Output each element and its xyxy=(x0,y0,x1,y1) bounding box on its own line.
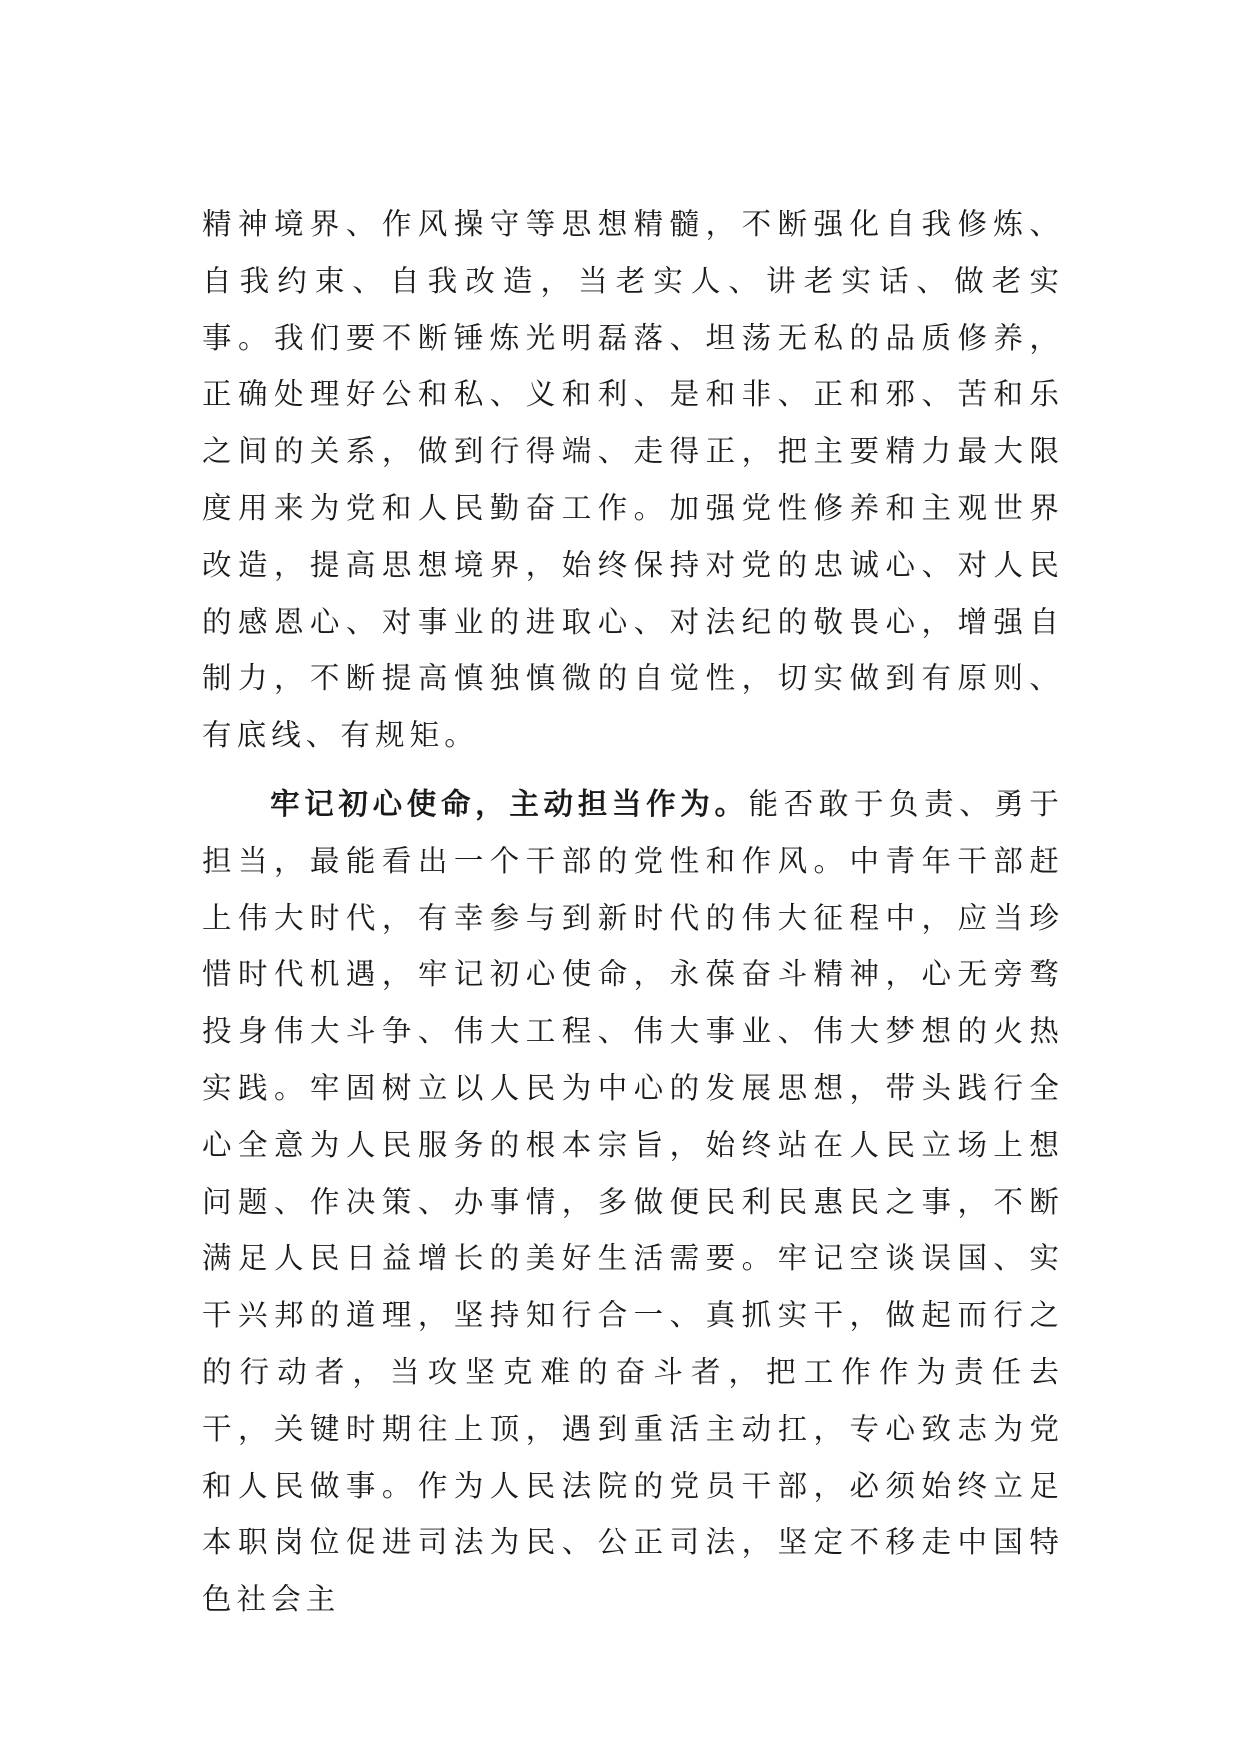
document-body xyxy=(202,196,1064,1640)
paragraph-text: 能否敢于负责、勇于担当，最能看出一个干部的党性和作风。中青年干部赶上伟大时代，有幸参与到新时代的伟大征程中，应当珍惜时代机遇，牢记初心使命，永葆奋斗精神，心无旁骛投身伟大斗争、伟大工程、伟大事业、伟大梦想的火热实践。牢固树立以人民为中心的发展思想，带头践行全心全意为人民服务的根本宗旨，始终站在人民立场上想问题、作决策、办事情，多做便民利民惠民之事，不断满足人民日益增长的美好生活需要。牢记空谈误国、实干兴邦的道理，坚持知行合一、真抓实干，做起而行之的行动者，当攻坚克难的奋斗者，把工作作为责任去干，关键时期往上顶，遇到重活主动扛，专心致志为党和人民做事。作为人民法院的党员干部，必须始终立足本职岗位促进司法为民、公正司法，坚定不移走中国特色社会主 xyxy=(202,786,1064,1617)
paragraph-continued xyxy=(202,196,1064,764)
paragraph-lead-heading: 牢记初心使命，主动担当作为。 xyxy=(270,785,749,821)
paragraph-mission xyxy=(202,776,1064,1628)
paragraph-text: 精神境界、作风操守等思想精髓，不断强化自我修炼、自我约束、自我改造，当老实人、讲老实话、做老实事。我们要不断锤炼光明磊落、坦荡无私的品质修养，正确处理好公和私、义和利、是和非、正和邪、苦和乐之间的关系，做到行得端、走得正，把主要精力最大限度用来为党和人民勤奋工作。加强党性修养和主观世界改造，提高思想境界，始终保持对党的忠诚心、对人民的感恩心、对事业的进取心、对法纪的敬畏心，增强自制力，不断提高慎独慎微的自觉性，切实做到有原则、有底线、有规矩。 xyxy=(202,207,1064,753)
